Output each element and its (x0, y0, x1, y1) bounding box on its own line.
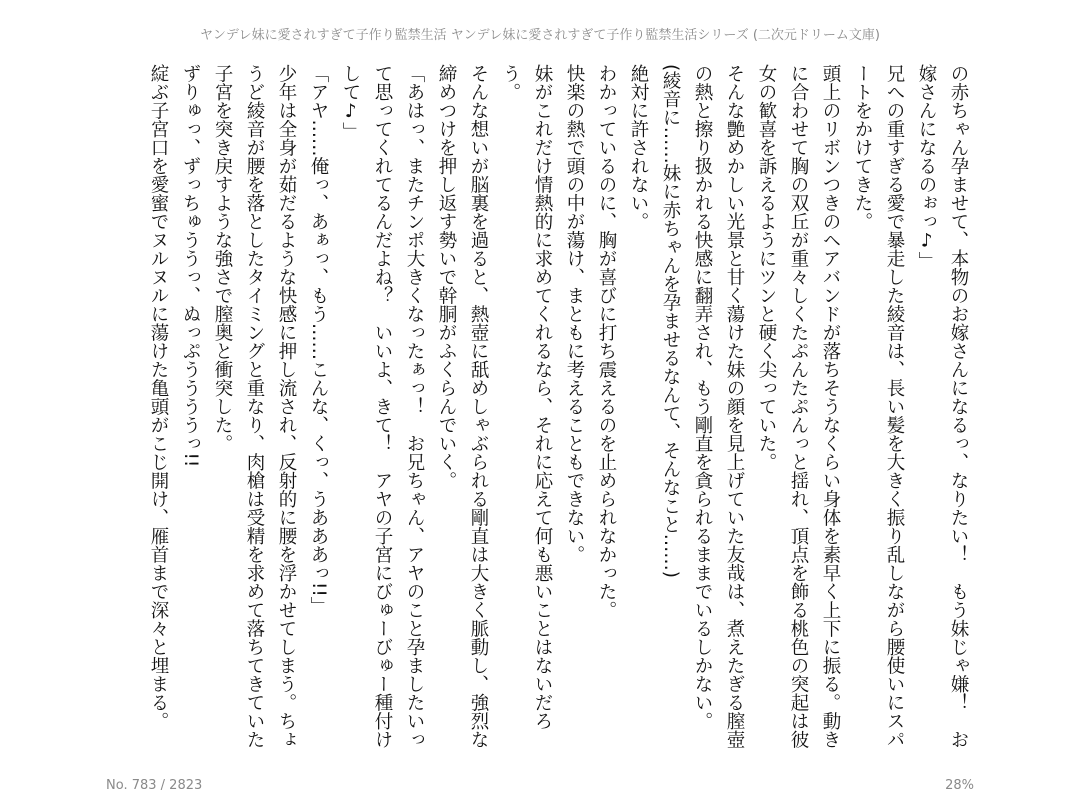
paragraph: 絶対に許されない。 (628, 64, 649, 231)
paragraph: ずりゅっ、ずっちゅううっ、ぬっぷううううっ!! (180, 64, 201, 468)
paragraph: 快楽の熱で頭の中が蕩け、まともに考えることもできない。 (564, 64, 585, 564)
paragraph: わかっているのに、胸が喜びに打ち震えるのを止められなかった。 (596, 64, 617, 619)
paragraph: 「アヤ……俺っ、あぁっ、もう……こんな、くっ、うあああっ!!」 (308, 64, 329, 616)
paragraph: の赤ちゃん孕ませて、本物のお嫁さんになるっ、なりたい！ もう妹じゃ嫌！ お嫁さんになるのぉっ♪」 (916, 64, 969, 749)
paragraph: 頭上のリボンつきのヘアバンドが落ちそうなくらい身体を素早く上下に振る。動きに合わせて胸の双丘が重々しくたぷんたぷんっと揺れ、頂点を飾る桃色の突起は彼女の歓喜を訴えるようにツンと硬く尖っていた。 (756, 64, 841, 749)
paragraph: そんな想いが脳裏を過ると、熱壺に舐めしゃぶられる剛直は大きく脈動し、強烈な締めつけを押し返す勢いで幹胴がふくらんでいく。 (436, 64, 489, 749)
progress-percent: 28% (945, 778, 974, 793)
location-indicator: No. 783 / 2823 (106, 778, 203, 793)
paragraph: 綻ぶ子宮口を愛蜜でヌルヌルに蕩けた亀頭がこじ開け、雁首まで深々と埋まる。 (148, 64, 169, 730)
paragraph: 少年は全身が茹だるような快感に押し流され、反射的に腰を浮かせてしまう。ちょうど綾音が腰を落としたタイミングと重なり、肉槍は受精を求めて落ちてきていた子宮を突き戻すような強さで膣奥と衝突した。 (212, 64, 297, 749)
paragraph: (綾音に……妹に赤ちゃんを孕ませるなんて、そんなこと……) (660, 64, 681, 578)
paragraph: そんな艶めかしい光景と甘く蕩けた妹の顔を見上げていた友哉は、煮えたぎる膣壺の熱と擦り扱かれる快感に翻弄され、もう剛直を貪られるままでいるしかない。 (692, 64, 745, 749)
book-title: ヤンデレ妹に愛されすぎて子作り監禁生活 ヤンデレ妹に愛されすぎて子作り監禁生活シリーズ (二次元ドリーム文庫) (200, 28, 880, 43)
page-text (118, 64, 974, 754)
paragraph: 「あはっ、またチンポ大きくなったぁっ！ お兄ちゃん、アヤのこと孕ましたいって思ってくれてるんだよね？ いいよ、きて！ アヤの子宮にびゅーびゅー種付けして♪」 (340, 64, 425, 749)
paragraph: 兄への重すぎる愛で暴走した綾音は、長い髪を大きく振り乱しながら腰使いにスパートをかけてきた。 (852, 64, 905, 749)
paragraph: 妹がこれだけ情熱的に求めてくれるなら、それに応えて何も悪いことはないだろう。 (500, 64, 553, 730)
